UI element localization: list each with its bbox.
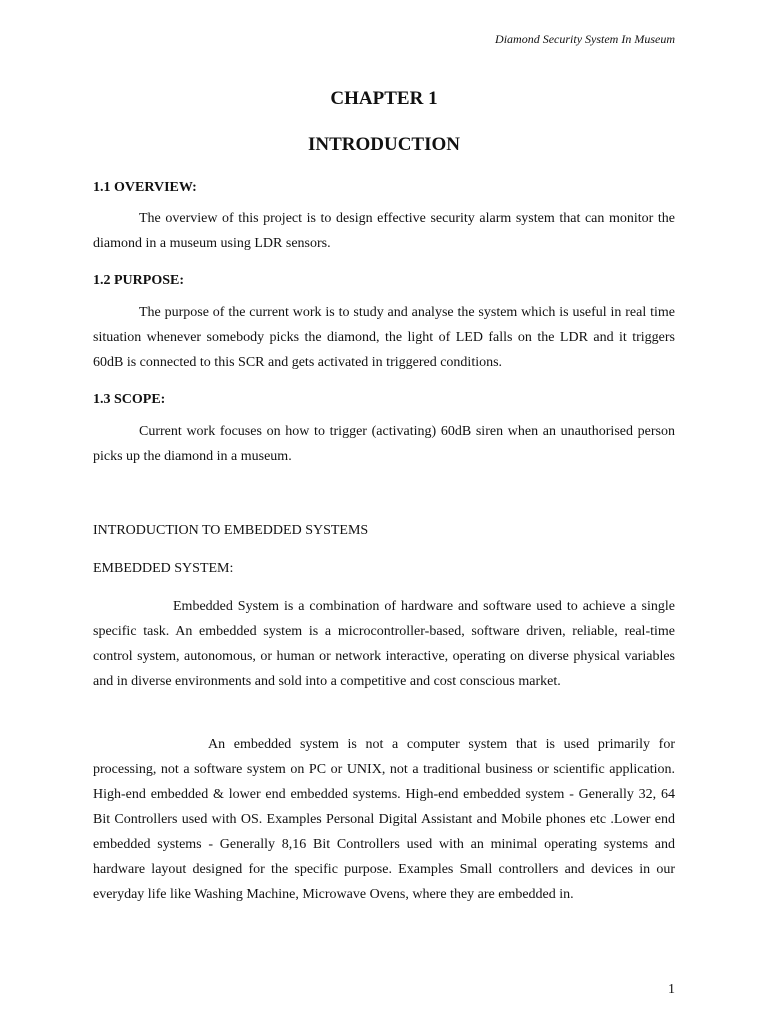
section-body-scope	[93, 419, 675, 469]
running-header: Diamond Security System In Museum	[495, 32, 675, 46]
section-heading-purpose: 1.2 PURPOSE:	[93, 273, 184, 288]
section-heading-overview: 1.1 OVERVIEW:	[93, 180, 197, 195]
paragraph-purpose: The purpose of the current work is to study and analyse the system which is useful in real time situation whenever somebody picks the diamond, the light of LED falls on the LDR and it triggers 60dB is connected to this SCR and gets activated in triggered conditions.	[93, 305, 675, 370]
section-heading-scope: 1.3 SCOPE:	[93, 392, 166, 407]
paragraph-scope: Current work focuses on how to trigger (activating) 60dB siren when an unauthorised person picks up the diamond in a museum.	[93, 424, 675, 464]
page-number: 1	[668, 982, 675, 997]
section-body-purpose	[93, 300, 675, 375]
paragraph-overview: The overview of this project is to design effective security alarm system that can monitor the diamond in a museum using LDR sensors.	[93, 211, 675, 251]
chapter-number-heading: CHAPTER 1	[330, 88, 438, 109]
chapter-title-heading: INTRODUCTION	[307, 134, 461, 155]
paragraph-embedded-definition: Embedded System is a combination of hardware and software used to achieve a single specific task. An embedded system is a microcontroller-based, software driven, reliable, real-time control system, autonomous, or human or network interactive, operating on diverse physical variables and in diverse environments and sold into a competitive and cost conscious market.	[93, 599, 675, 689]
section-body-overview	[93, 206, 675, 256]
embedded-intro-heading: INTRODUCTION TO EMBEDDED SYSTEMS	[93, 523, 369, 538]
embedded-body-2	[93, 732, 675, 907]
embedded-system-heading: EMBEDDED SYSTEM:	[93, 561, 234, 576]
embedded-body-1	[93, 594, 675, 694]
paragraph-embedded-classification: An embedded system is not a computer system that is used primarily for processing, not a software system on PC or UNIX, not a traditional business or scientific application. High-end embedded & lower end embedded systems. High-end embedded system - Generally 32, 64 Bit Controllers used with OS. Examples Personal Digital Assistant and Mobile phones etc .Lower end embedded systems - Generally 8,16 Bit Controllers used with an minimal operating systems and hardware layout designed for the specific purpose. Examples Small controllers and devices in our everyday life like Washing Machine, Microwave Ovens, where they are embedded in.	[93, 737, 675, 902]
